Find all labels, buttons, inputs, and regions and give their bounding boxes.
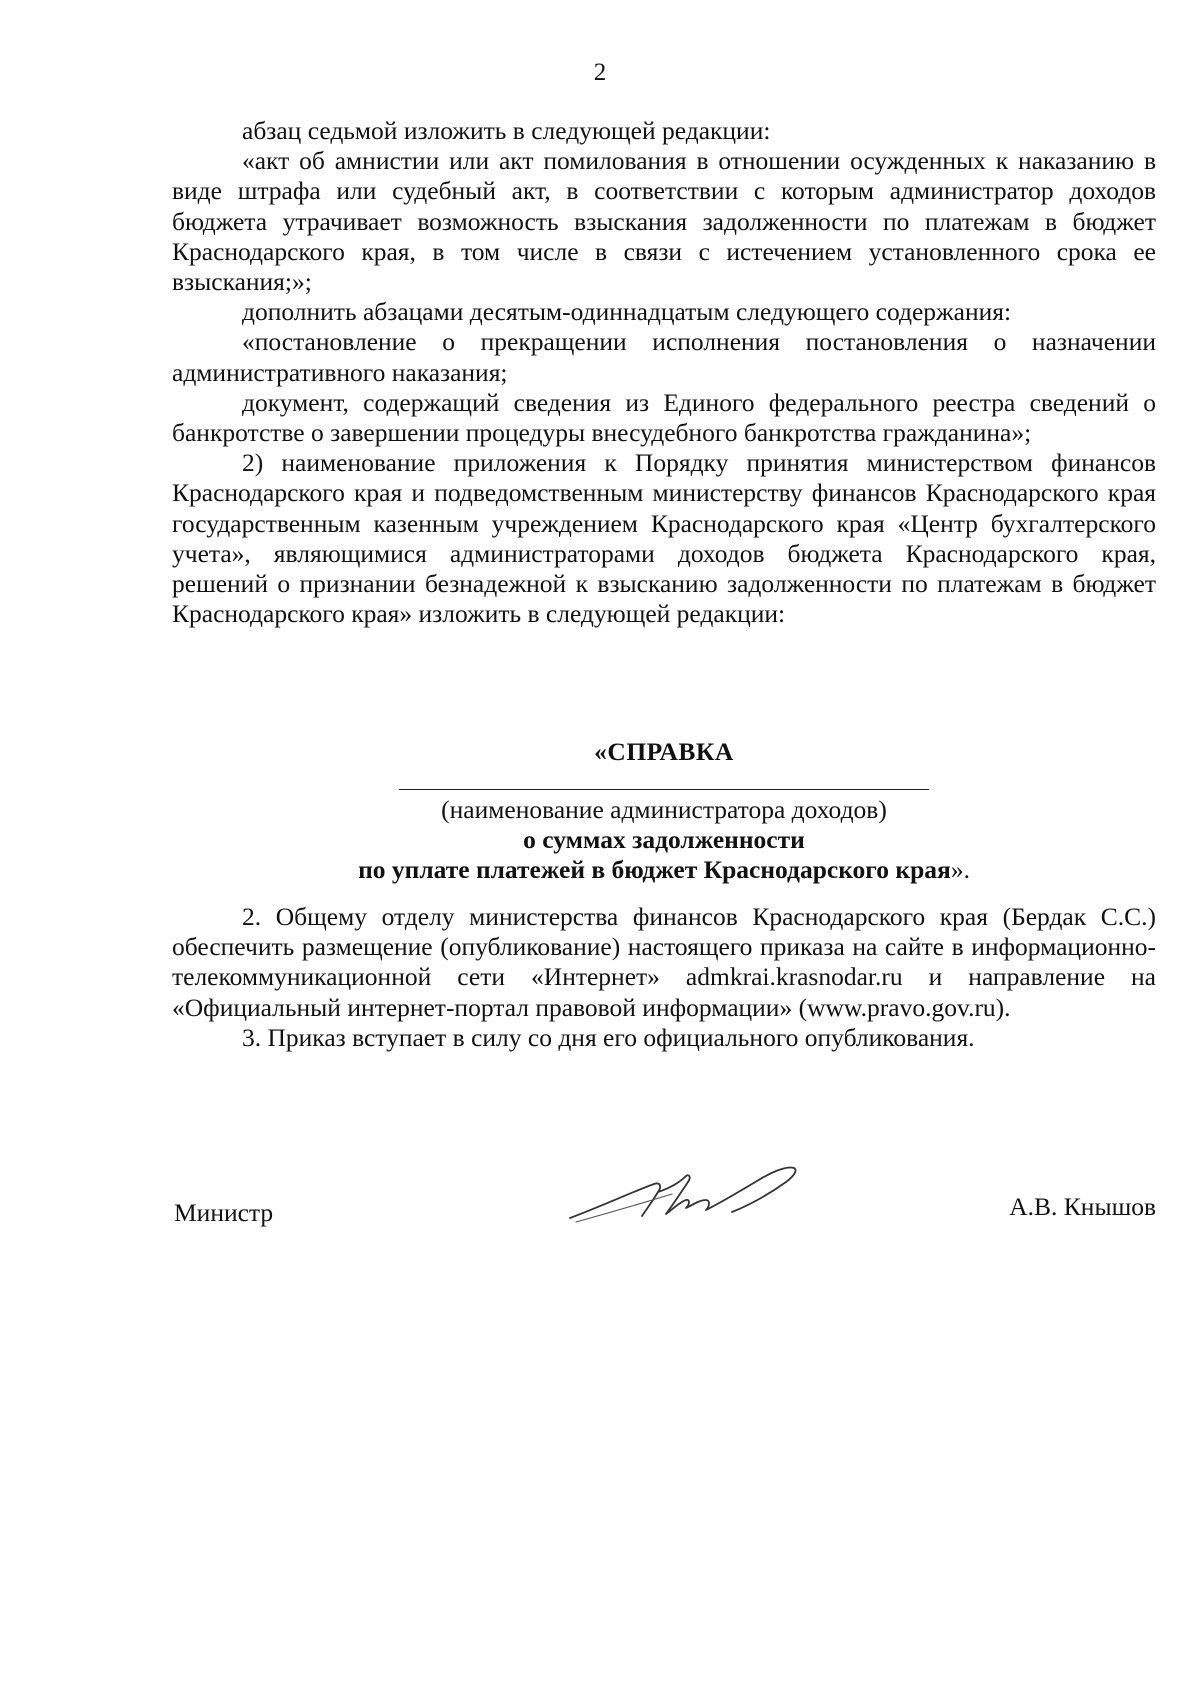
- paragraph-termination-resolution: «постановление о прекращении исполнения постановления о назначении административного наказания;: [172, 327, 1156, 387]
- spravka-subtitle-line2: по уплате платежей в бюджет Краснодарского края: [358, 855, 951, 884]
- signature-row: [172, 1180, 1156, 1270]
- page-number: 2: [593, 59, 607, 86]
- paragraph-amendment-intro: абзац седьмой изложить в следующей редакции:: [242, 116, 771, 145]
- paragraph-effective-date: 3. Приказ вступает в силу со дня его официального опубликования.: [242, 1022, 975, 1052]
- handwritten-signature: [562, 1162, 822, 1242]
- document-body: [172, 116, 1156, 629]
- paragraph-add-clauses: дополнить абзацами десятым-одиннадцатым следующего содержания:: [242, 297, 1012, 327]
- paragraph-publication: 2. Общему отделу министерства финансов Краснодарского края (Бердак С.С.) обеспечить размещение (опубликование) настоящего приказа на сайте в информационно-телекоммуникационной сети «Интернет» admkrai.krasnodar.ru и направление на «Официальный интернет-портал правовой информации» (www.pravo.gov.ru).: [172, 902, 1156, 1022]
- paragraph-bankruptcy-document: документ, содержащий сведения из Единого федерального реестра сведений о банкротстве о завершении процедуры внесудебного банкротства гражданина»;: [172, 387, 1156, 448]
- signatory-name: А.В. Кнышов: [1009, 1192, 1156, 1221]
- paragraph-appendix-title: 2) наименование приложения к Порядку принятия министерством финансов Краснодарского края и подведомственным министерству финансов Краснодарского края государственным казенным учреждением Краснодарского края «Центр бухгалтерского учета», являющимися администраторами доходов бюджета Краснодарского края, решений о признании безнадежной к взысканию задолженности по платежам в бюджет Краснодарского края» изложить в следующей редакции:: [172, 448, 1156, 629]
- spravka-caption: (наименование администратора доходов): [441, 795, 887, 824]
- spravka-title: «СПРАВКА: [594, 737, 734, 766]
- signatory-position: Министр: [174, 1198, 274, 1227]
- paragraph-amnesty-act: «акт об амнистии или акт помилования в отношении осужденных к наказанию в виде штрафа или судебный акт, в соответствии с которым администратор доходов бюджета утрачивает возможность взыскания задолженности по платежам в бюджет Краснодарского края, в том числе в связи с истечением установленного срока ее взыскания;»;: [172, 146, 1156, 297]
- spravka-subtitle-line1: о суммах задолженности: [523, 825, 805, 854]
- spravka-heading-block: [172, 737, 1156, 885]
- administrator-name-line: [399, 789, 929, 790]
- spravka-subtitle-suffix: ».: [950, 855, 970, 884]
- spravka-subtitle-line2-wrapper: [172, 855, 1156, 885]
- closing-section: [172, 902, 1156, 1053]
